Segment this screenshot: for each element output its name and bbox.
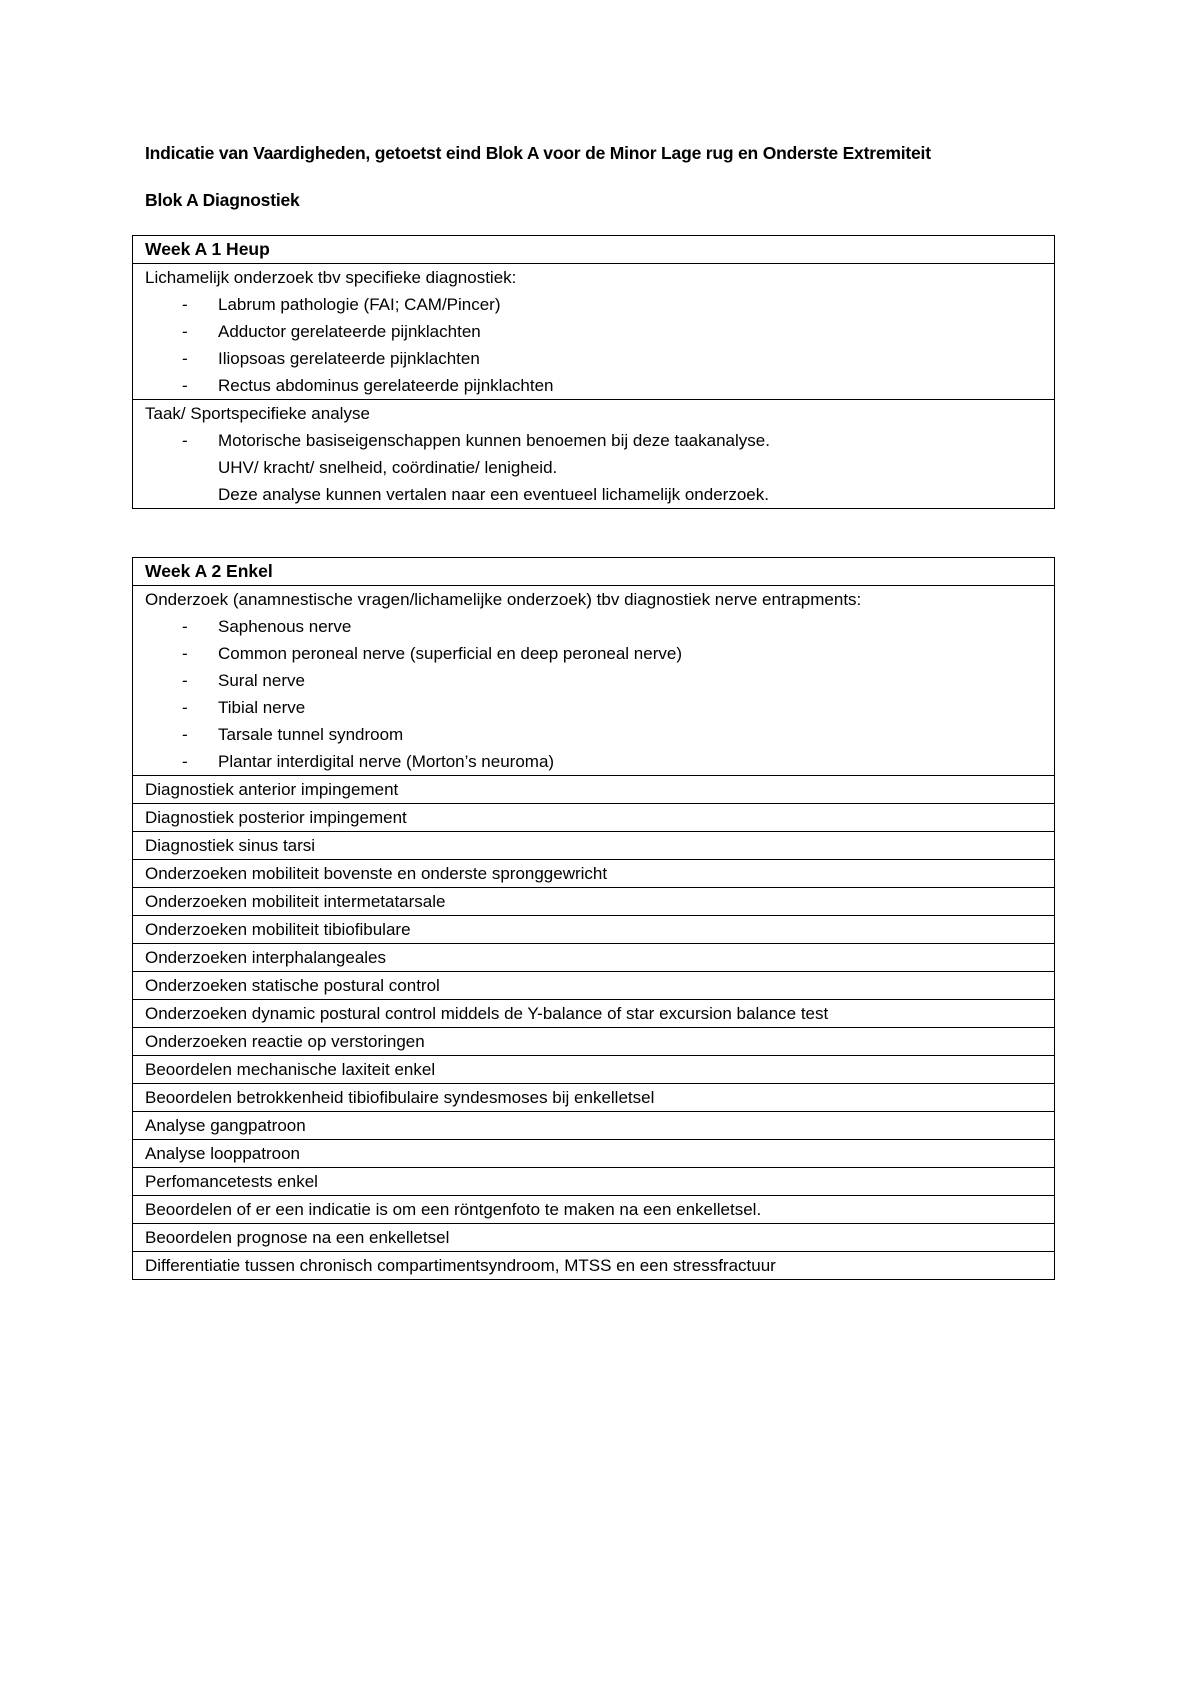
list-item: - Sural nerve	[145, 667, 1054, 694]
week-a2-table	[132, 557, 1055, 1280]
list-item: - Motorische basiseigenschappen kunnen benoemen bij deze taakanalyse.	[145, 427, 1054, 454]
table-cell	[133, 264, 1055, 400]
bullet-dash: -	[182, 644, 188, 663]
table-cell: Differentiatie tussen chronisch compartimentsyndroom, MTSS en een stressfractuur	[133, 1252, 1055, 1280]
bullet-dash: -	[182, 725, 188, 744]
list-item: - Labrum pathologie (FAI; CAM/Pincer)	[145, 291, 1054, 318]
bullet-dash: -	[182, 752, 188, 771]
table-header-row	[133, 558, 1055, 586]
table-cell: Analyse looppatroon	[133, 1140, 1055, 1168]
table-cell: Beoordelen mechanische laxiteit enkel	[133, 1056, 1055, 1084]
table-row	[133, 776, 1055, 804]
table-cell: Beoordelen betrokkenheid tibiofibulaire syndesmoses bij enkelletsel	[133, 1084, 1055, 1112]
list-item: - Common peroneal nerve (superficial en deep peroneal nerve)	[145, 640, 1054, 667]
table-row	[133, 860, 1055, 888]
table-cell: Diagnostiek sinus tarsi	[133, 832, 1055, 860]
table-row	[133, 400, 1055, 509]
table-cell: Perfomancetests enkel	[133, 1168, 1055, 1196]
table-row	[133, 1084, 1055, 1112]
bullet-dash: -	[182, 322, 188, 341]
table-cell: Beoordelen prognose na een enkelletsel	[133, 1224, 1055, 1252]
row-intro-text: Lichamelijk onderzoek tbv specifieke diagnostiek:	[145, 268, 517, 287]
bullet-dash: -	[182, 617, 188, 636]
list-item: - Adductor gerelateerde pijnklachten	[145, 318, 1054, 345]
table-row	[133, 1224, 1055, 1252]
table-row	[133, 1196, 1055, 1224]
table-row	[133, 1000, 1055, 1028]
table-row	[133, 1112, 1055, 1140]
table-cell: Diagnostiek anterior impingement	[133, 776, 1055, 804]
table-row	[133, 1168, 1055, 1196]
table-row	[133, 586, 1055, 776]
row-intro-text: Onderzoek (anamnestische vragen/lichamelijke onderzoek) tbv diagnostiek nerve entrapments:	[145, 590, 862, 609]
table-row	[133, 916, 1055, 944]
table-row	[133, 944, 1055, 972]
table-row	[133, 888, 1055, 916]
table-header-row	[133, 236, 1055, 264]
table-cell: Onderzoeken mobiliteit bovenste en onderste spronggewricht	[133, 860, 1055, 888]
document-title: Indicatie van Vaardigheden, getoetst eind Blok A voor de Minor Lage rug en Onderste Extremiteit	[145, 143, 931, 163]
table-row	[133, 1056, 1055, 1084]
list-item: - Saphenous nerve	[145, 613, 1054, 640]
table-cell: Beoordelen of er een indicatie is om een röntgenfoto te maken na een enkelletsel.	[133, 1196, 1055, 1224]
table-cell: Onderzoeken dynamic postural control middels de Y-balance of star excursion balance test	[133, 1000, 1055, 1028]
week-a1-header: Week A 1 Heup	[133, 236, 1055, 264]
week-a1-table	[132, 235, 1055, 509]
row-intro-text: Taak/ Sportspecifieke analyse	[145, 404, 370, 423]
list-item: - Tibial nerve	[145, 694, 1054, 721]
table-cell: Analyse gangpatroon	[133, 1112, 1055, 1140]
table-cell: Onderzoeken statische postural control	[133, 972, 1055, 1000]
table-row	[133, 972, 1055, 1000]
bullet-dash: -	[182, 671, 188, 690]
list-item: - Iliopsoas gerelateerde pijnklachten	[145, 345, 1054, 372]
bullet-dash: -	[182, 349, 188, 368]
list-item-continuation: Deze analyse kunnen vertalen naar een eventueel lichamelijk onderzoek.	[218, 485, 769, 504]
table-row	[133, 804, 1055, 832]
table-cell: Onderzoeken interphalangeales	[133, 944, 1055, 972]
bullet-dash: -	[182, 295, 188, 314]
list-item: - Tarsale tunnel syndroom	[145, 721, 1054, 748]
section-title: Blok A Diagnostiek	[145, 190, 300, 210]
week-a2-header: Week A 2 Enkel	[133, 558, 1055, 586]
table-row	[133, 832, 1055, 860]
bullet-dash: -	[182, 431, 188, 450]
table-cell	[133, 400, 1055, 509]
table-row	[133, 1140, 1055, 1168]
list-item: - Plantar interdigital nerve (Morton’s neuroma)	[145, 748, 1054, 775]
list-item: - Rectus abdominus gerelateerde pijnklachten	[145, 372, 1054, 399]
table-cell: Onderzoeken mobiliteit tibiofibulare	[133, 916, 1055, 944]
list-item-continuation: UHV/ kracht/ snelheid, coördinatie/ lenigheid.	[218, 458, 558, 477]
table-cell	[133, 586, 1055, 776]
bullet-dash: -	[182, 698, 188, 717]
table-row	[133, 1252, 1055, 1280]
table-cell: Onderzoeken reactie op verstoringen	[133, 1028, 1055, 1056]
table-cell: Diagnostiek posterior impingement	[133, 804, 1055, 832]
table-row	[133, 264, 1055, 400]
bullet-dash: -	[182, 376, 188, 395]
table-cell: Onderzoeken mobiliteit intermetatarsale	[133, 888, 1055, 916]
table-row	[133, 1028, 1055, 1056]
